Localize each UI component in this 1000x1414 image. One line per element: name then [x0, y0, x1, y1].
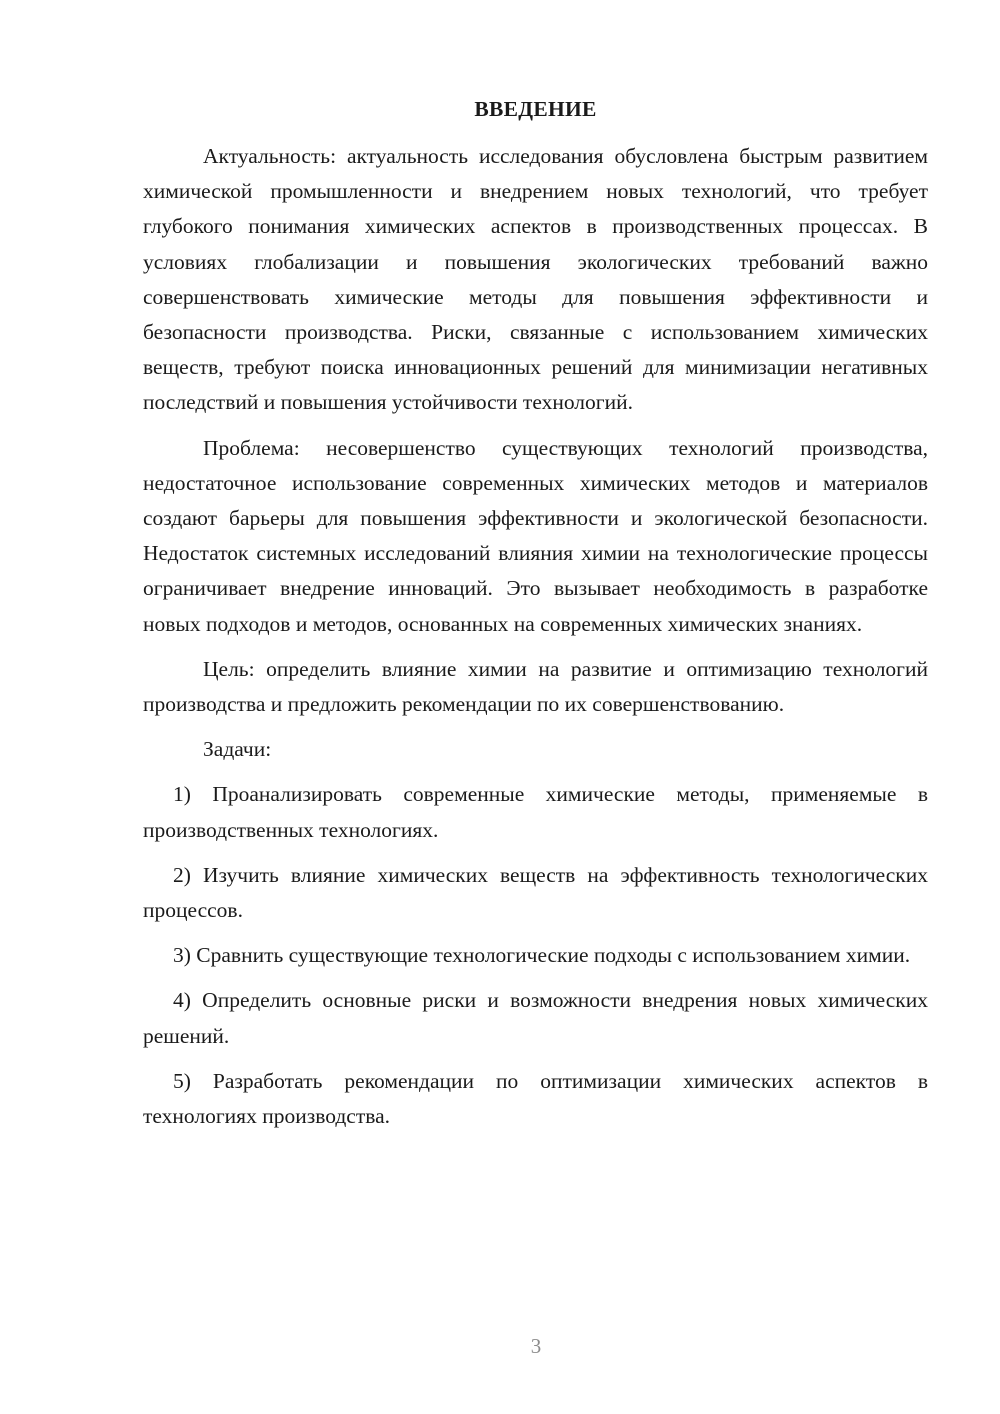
- task-item-4: 4) Определить основные риски и возможности внедрения новых химических решений.: [143, 988, 928, 1048]
- task-item-2: 2) Изучить влияние химических веществ на эффективность технологических процессов.: [143, 862, 928, 923]
- page-number: 3: [530, 1334, 542, 1358]
- section-heading: ВВЕДЕНИЕ: [474, 97, 597, 121]
- task-item-1: 1) Проанализировать современные химические методы, применяемые в производственных технологиях.: [143, 782, 928, 842]
- paragraph-goal: Цель: определить влияние химии на развитие и оптимизацию технологий производства и предложить рекомендации по их совершенствованию.: [143, 656, 928, 717]
- paragraph-relevance: Актуальность: актуальность исследования обусловлена быстрым развитием химической промышленности и внедрением новых технологий, что требует глубокого понимания химических аспектов в производственных процессах. В условиях глобализации и повышения экологических требований важно совершенствовать химические методы для повышения эффективности и безопасности производства. Риски, связанные с использованием химических веществ, требуют поиска инновационных решений для минимизации негативных последствий и повышения устойчивости технологий.: [143, 144, 928, 415]
- document-page: [143, 92, 928, 1134]
- task-item-3: 3) Сравнить существующие технологические подходы с использованием химии.: [173, 943, 911, 968]
- tasks-label: Задачи:: [203, 737, 272, 762]
- paragraph-problem: Проблема: несовершенство существующих технологий производства, недостаточное использование современных химических методов и материалов создают барьеры для повышения эффективности и экологической безопасности. Недостаток системных исследований влияния химии на технологические процессы ограничивает внедрение инноваций. Это вызывает необходимость в разработке новых подходов и методов, основанных на современных химических знаниях.: [143, 435, 928, 636]
- task-item-5: 5) Разработать рекомендации по оптимизации химических аспектов в технологиях производства.: [143, 1068, 928, 1129]
